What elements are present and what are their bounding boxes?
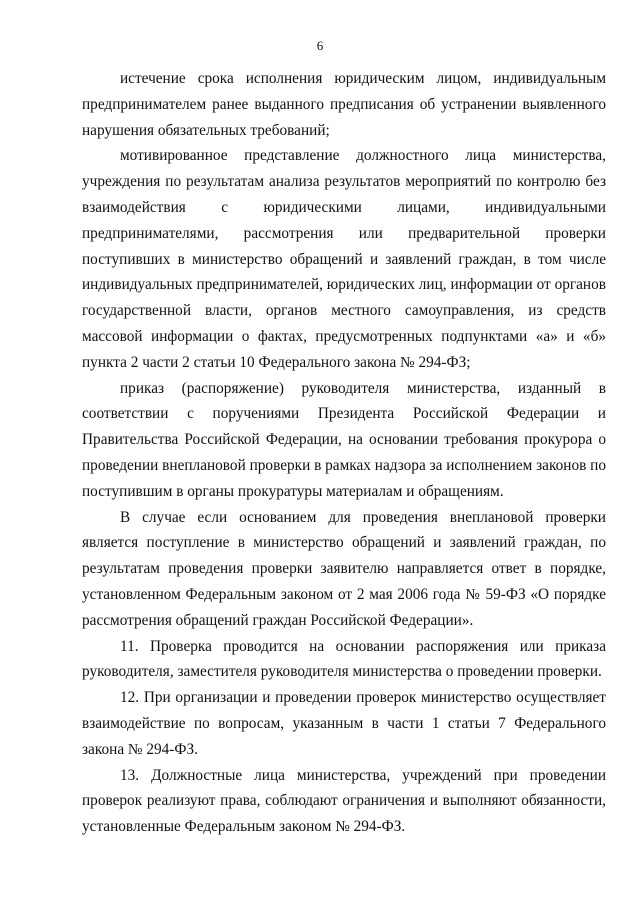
paragraph-citizen-appeals: В случае если основанием для проведения внеплановой проверки является поступление в министерство обращений и заявлений граждан, по результатам проведения проверки заявителю направляется ответ в порядке, установленном Федеральным законом от 2 мая 2006 года № 59-ФЗ «О порядке рассмотрения обращений граждан Российской Федерации». — [82, 508, 606, 629]
paragraph-deadline-expiry: истечение срока исполнения юридическим лицом, индивидуальным предпринимателем ранее выданного предписания об устранении выявленного нарушения обязательных требований; — [82, 70, 606, 139]
paragraph-order-directive: приказ (распоряжение) руководителя министерства, изданный в соответствии с поручениями Президента Российской Федерации и Правительства Российской Федерации, на основании требования прокурора о проведении внеплановой проверки в рамках надзора за исполнением законов по поступившим в органы прокуратуры материалам и обращениям. — [82, 379, 606, 500]
paragraph-clause-12: 12. При организации и проведении проверок министерство осуществляет взаимодействие по вопросам, указанным в части 1 статьи 7 Федерального закона № 294-ФЗ. — [82, 689, 606, 758]
paragraph-motivated-submission: мотивированное представление должностного лица министерства, учреждения по результатам анализа результатов мероприятий по контролю без взаимодействия с юридическими лицами, индивидуальными предпринимателями, рассмотрения или предварительной проверки поступивших в министерство обращений и заявлений граждан, в том числе индивидуальных предпринимателей, юридических лиц, информации от органов государственной власти, органов местного самоуправления, из средств массовой информации о фактах, предусмотренных подпунктами «а» и «б» пункта 2 части 2 статьи 10 Федерального закона № 294-ФЗ; — [82, 147, 606, 371]
document-body — [82, 66, 606, 840]
paragraph-clause-13: 13. Должностные лица министерства, учреждений при проведении проверок реализуют права, соблюдают ограничения и выполняют обязанности, установленные Федеральным законом № 294-ФЗ. — [82, 766, 606, 836]
page-number: 6 — [316, 38, 324, 53]
paragraph-clause-11: 11. Проверка проводится на основании распоряжения или приказа руководителя, заместителя руководителя министерства о проведении проверки. — [82, 637, 606, 681]
